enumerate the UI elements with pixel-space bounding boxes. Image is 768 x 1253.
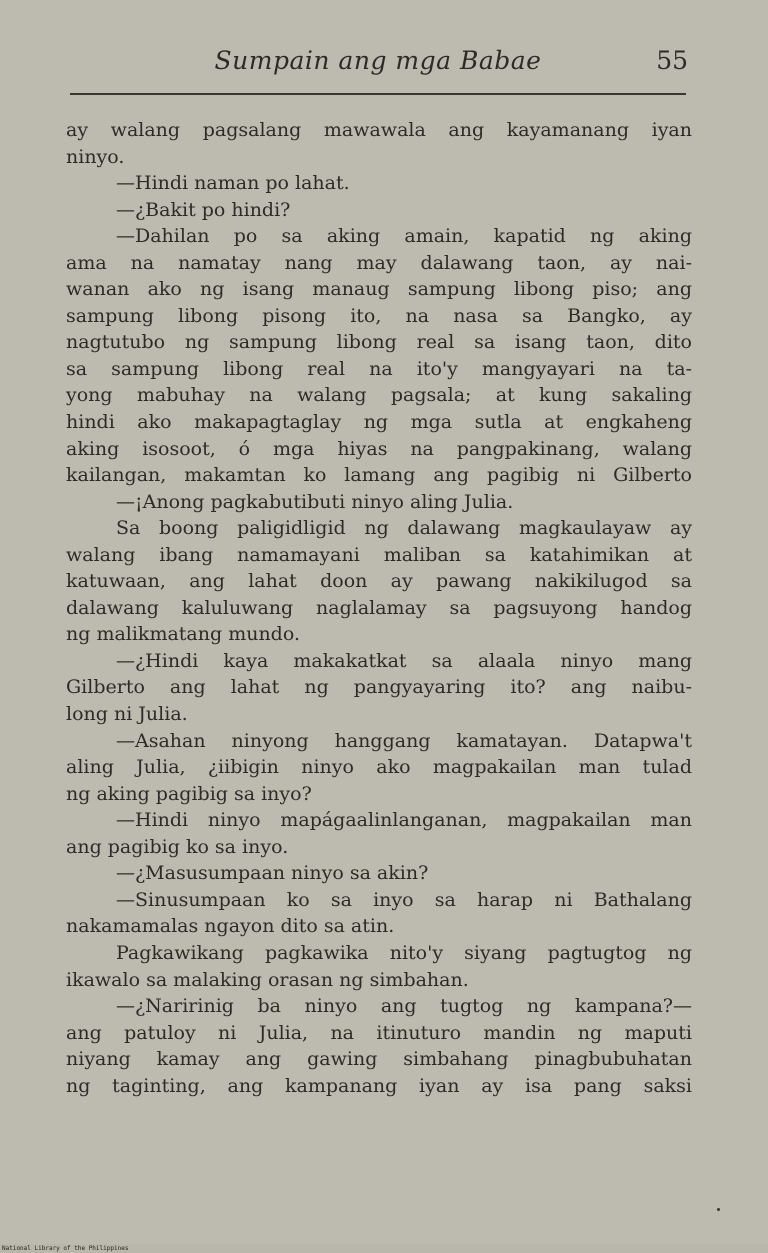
text-line: —Hindi naman po lahat. (116, 172, 350, 195)
text-line: —Sinusumpaan ko sa inyo sa harap ni Bathalang (116, 888, 692, 911)
text-line: aking isosoot, ó mga hiyas na pangpakinang, walang (66, 437, 692, 460)
text-line: —Dahilan po sa aking amain, kapatid ng aking (116, 225, 692, 248)
header-rule (70, 93, 686, 95)
text-line: ay walang pagsalang mawawala ang kayamanang iyan (66, 119, 692, 141)
text-line: sa sampung libong real na ito'y mangyayari na ta- (66, 357, 692, 380)
text-line: —¡Anong pagkabutibuti ninyo aling Julia. (116, 490, 514, 513)
text-line: —¿Hindi kaya makakatkat sa alaala ninyo mang (116, 649, 692, 672)
text-line: —¿Bakit po hindi? (116, 198, 291, 221)
text-line: Pagkawikang pagkawika nito'y siyang pagtugtog ng (116, 941, 692, 964)
text-line: yong mabuhay na walang pagsala; at kung sakaling (66, 384, 692, 407)
text-line: Sa boong paligidligid ng dalawang magkaulayaw ay (116, 517, 692, 540)
text-line: hindi ako makapagtaglay ng mga sutla at engkaheng (66, 411, 692, 434)
text-line: Gilberto ang lahat ng pangyayaring ito? ang naibu- (66, 676, 692, 699)
text-line: katuwaan, ang lahat doon ay pawang nakikilugod sa (66, 570, 692, 593)
ink-speck (717, 1208, 720, 1211)
text-line: aling Julia, ¿iibigin ninyo ako magpakailan man tulad (66, 756, 692, 779)
text-line: ikawalo sa malaking orasan ng simbahan. (66, 968, 469, 991)
text-line: ama na namatay nang may dalawang taon, ay nai- (66, 251, 692, 274)
text-line: long ni Julia. (66, 703, 188, 726)
text-line: ang pagibig ko sa inyo. (66, 835, 289, 858)
running-title: Sumpain ang mga Babae (214, 46, 542, 75)
text-line: sampung libong pisong ito, na nasa sa Bangko, ay (66, 304, 692, 327)
text-line: —Asahan ninyong hanggang kamatayan. Datapwa't (116, 729, 692, 752)
text-line: nagtutubo ng sampung libong real sa isang taon, dito (66, 331, 692, 354)
text-line: nakamamalas ngayon dito sa atin. (66, 915, 395, 938)
text-line: wanan ako ng isang manaug sampung libong piso; ang (66, 278, 692, 301)
text-line: —¿Naririnig ba ninyo ang tugtog ng kampana?— (116, 995, 692, 1018)
text-line: walang ibang namamayani maliban sa katahimikan at (66, 543, 692, 566)
text-line: —Hindi ninyo mapágaalinlanganan, magpakailan man (116, 809, 692, 832)
text-line: kailangan, makamtan ko lamang ang pagibig ni Gilberto (66, 464, 692, 487)
text-line: ng aking pagibig sa inyo? (66, 782, 312, 805)
page-number: 55 (656, 46, 688, 75)
page-header (66, 46, 690, 86)
text-line: ang patuloy ni Julia, na itinuturo mandin ng maputi (66, 1021, 692, 1044)
text-line: —¿Masusumpaan ninyo sa akin? (116, 862, 429, 885)
text-line: dalawang kaluluwang naglalamay sa pagsuyong handog (66, 596, 692, 619)
text-line: ng malikmatang mundo. (66, 623, 300, 646)
text-line: niyang kamay ang gawing simbahang pinagbubuhatan (66, 1048, 692, 1071)
body-text (66, 117, 692, 1099)
text-line: ng taginting, ang kampanang iyan ay isa pang saksi (66, 1074, 692, 1097)
scan-attribution: National Library of the Philippines (2, 1245, 129, 1252)
text-line: ninyo. (66, 145, 125, 168)
